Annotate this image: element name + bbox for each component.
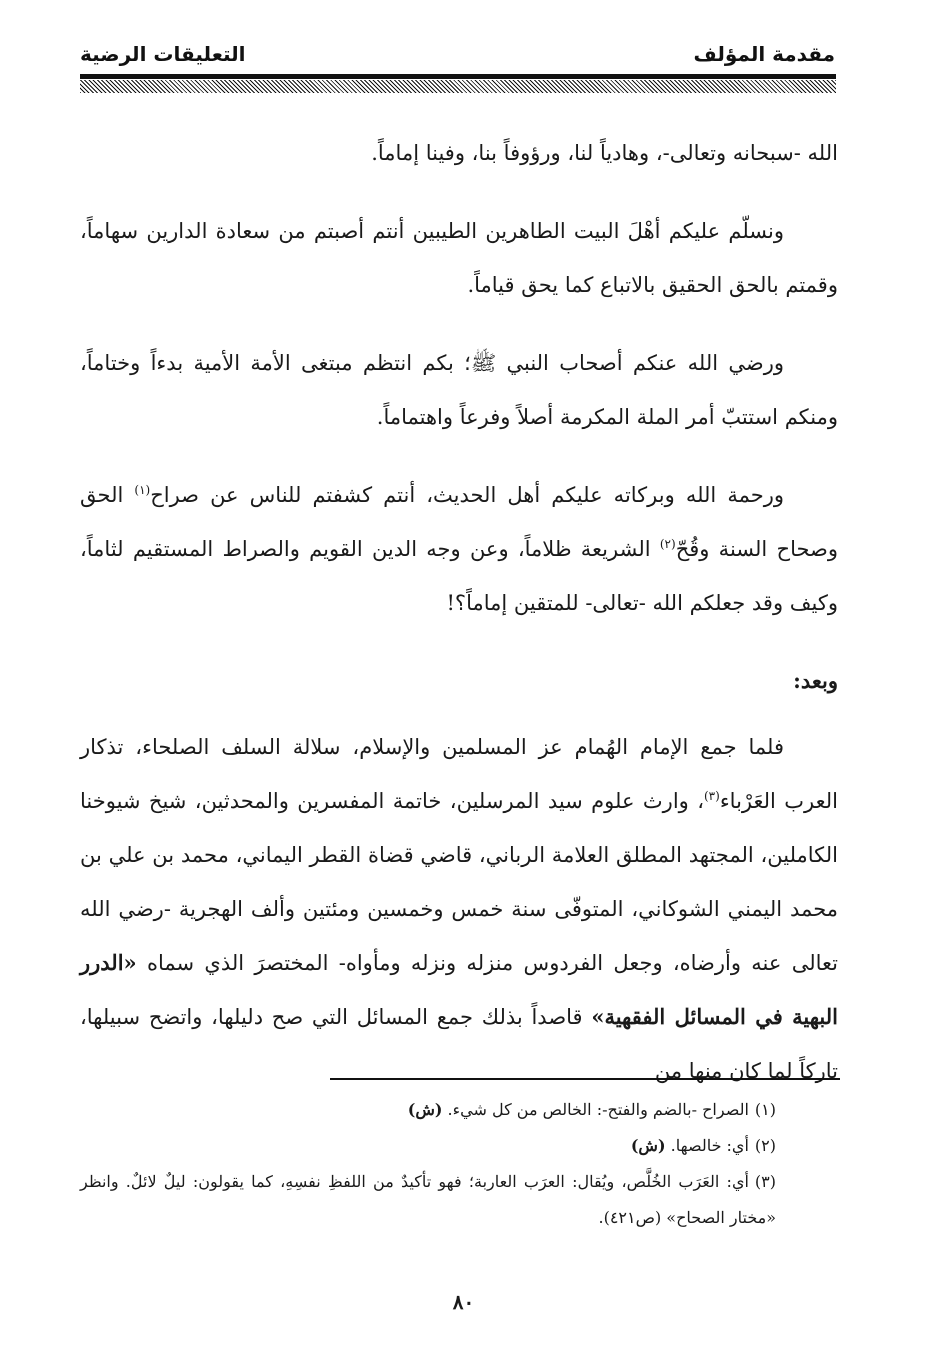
footnote-ref-2: (٢) — [659, 537, 676, 551]
paragraph-5-part-a: فلما جمع الإمام الهُمام عز المسلمين والإسلام، سلالة السلف الصلحاء، تذكار العرب العَرْباء — [80, 735, 839, 813]
footnote-ref-1: (١) — [134, 483, 151, 497]
footnote-separator — [330, 1078, 840, 1080]
paragraph-2: ونسلّم عليكم أهْلَ البيت الطاهرين الطيبين أنتم أصبتم من سعادة الدارين سهاماً، وقمتم بالحق الحقيق بالاتباع كما يحق قياماً. — [80, 219, 838, 297]
footnote-3 — [80, 1164, 836, 1236]
footnote-2 — [80, 1128, 836, 1164]
paragraph-4-part-a: ورحمة الله وبركاته عليكم أهل الحديث، أنتم كشفتم للناس عن صراح — [150, 483, 784, 507]
footnote-number: (١) — [754, 1100, 776, 1119]
footnote-mark: (ش) — [407, 1100, 443, 1119]
paragraph-5 — [80, 720, 838, 1098]
paragraph-5-part-b: ، وارث علوم سيد المرسلين، خاتمة المفسرين والمحدثين، شيخ شيوخنا الكاملين، المجتهد المطلق العلامة الرباني، قاضي قضاة القطر اليماني، محمد بن علي بن محمد اليمني الشوكاني، المتوفّى سنة خمس وخمسين ومئتين وألف الهجرية -رضي الله تعالى عنه وأرضاه، وجعل الفردوس منزله ونزله ومأواه- المختصرَ الذي سماه — [80, 789, 838, 975]
paragraph-4 — [80, 468, 838, 630]
footnote-text: أي: العَرَب الخُلَّص، ويُقال: العرَب العاربة؛ فهو تأكيدٌ من اللفظِ نفسِهِ، كما يقولون: ليلٌ لائلٌ. وانظر «مختار الصحاح» (ص٤٢١). — [80, 1172, 776, 1227]
book-title: التعليقات الرضية — [80, 42, 246, 66]
paragraph-1: الله -سبحانه وتعالى-، وهادياً لنا، ورؤوفاً بنا، وفينا إماماً. — [371, 141, 838, 165]
footnote-text: الصراح -بالضم والفتح-: الخالص من كل شيء. — [442, 1100, 749, 1119]
footnotes — [80, 1092, 836, 1236]
footnote-text: أي: خالصها. — [665, 1136, 749, 1155]
paragraph-4-part-c: الشريعة ظلاماً، وعن وجه الدين القويم والصراط المستقيم لثاماً، وكيف وقد جعلكم الله -تعالى- للمتقين إماماً؟! — [80, 537, 838, 615]
footnote-mark: (ش) — [630, 1136, 666, 1155]
section-heading: وبعد: — [793, 668, 838, 693]
footnote-1 — [80, 1092, 836, 1128]
paragraph-3: ورضي الله عنكم أصحاب النبي ﷺ؛ بكم انتظم مبتغى الأمة الأمية بدءاً وختاماً، ومنكم استتبّ أمر الملة المكرمة أصلاً وفرعاً واهتماماً. — [80, 351, 838, 429]
cited-book-title: «الدرر البهية في المسائل الفقهية» — [80, 950, 838, 1029]
footnote-number: (٣) — [754, 1172, 777, 1191]
paragraph-5-part-c: قاصداً بذلك جمع المسائل التي صح دليلها، واتضح سبيلها، تاركاً لما كان منها من — [80, 1005, 838, 1083]
footnote-ref-3: (٣) — [703, 789, 720, 803]
paragraph-4-part-b: الحق وصحاح السنة وقُحّ — [80, 483, 838, 561]
chapter-title: مقدمة المؤلف — [693, 42, 835, 66]
page-number: ٨٠ — [452, 1290, 475, 1314]
header-rule — [80, 74, 836, 79]
header-hatch-band — [80, 80, 836, 93]
footnote-number: (٢) — [754, 1136, 776, 1155]
main-text — [80, 126, 839, 1083]
